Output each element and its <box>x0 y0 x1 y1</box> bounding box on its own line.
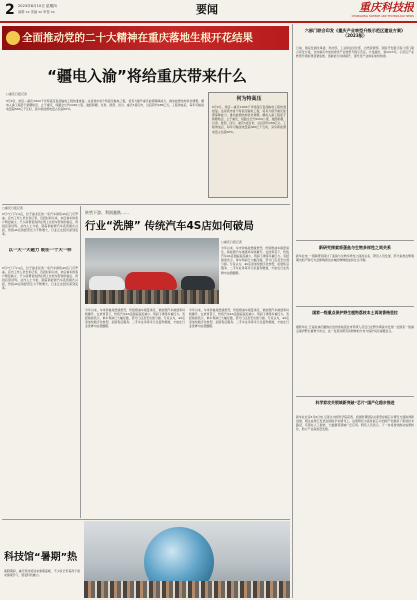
section-title: 要闻 <box>196 3 218 16</box>
masthead <box>0 0 417 22</box>
page-number: 2 <box>5 2 15 18</box>
center-story-body-col2: 今年以来，车市价格战愈演愈烈，传统燃油车销量承压，新能源汽车渗透率持续攀升。在此背景下，传统汽车4S店面临客流减少、利润下滑等多重压力。有经销商表示，单车利润已大幅压缩，部分门店甚至出现亏损。专家认为，4S店需加快数字化转型，拓展售后服务、二手车业务等多元化盈利渠道，才能在行业洗牌中站稳脚跟。 <box>189 308 289 329</box>
left-story <box>2 206 78 518</box>
lead-story-kicker: □重庆日报记者 <box>6 92 27 96</box>
sidebar-box <box>208 92 288 198</box>
car-white <box>89 276 125 290</box>
lead-story-body: 8月8日，哈密—重庆±800千伏特高压直流输电工程核准批复。这是我市首个特高压输电工程，将有力提升重庆能源保障能力，推动能源结构优化调整。疆电入渝工程起于新疆哈密，止于重庆，线路全长约2260公里，途经新疆、甘肃、陕西、四川、重庆5省区市，总投资约286亿元。工程建成后，每年可输送电量超360亿千瓦时，其中新能源电量占比超50%。 <box>6 99 204 112</box>
right-story-1 <box>296 26 414 238</box>
lead-story <box>2 52 290 202</box>
right-story-2 <box>296 240 414 304</box>
right-story-4 <box>296 396 414 598</box>
car-dark <box>181 276 215 290</box>
car-red <box>125 272 177 290</box>
lead-story-title: “疆电入渝”将给重庆带来什么 <box>47 67 247 85</box>
bottom-story-body: 暑假期间，重庆科技馆迎来参观高峰，不少家长带着孩子前来参观学习，感受科技魅力。 <box>4 569 80 578</box>
bottom-story-title: 科技馆“暑期”热 <box>4 552 78 563</box>
center-story-intro: 今年以来，车市价格战愈演愈烈，传统燃油车销量承压，新能源汽车渗透率持续攀升。在此背景下，传统汽车4S店面临客流减少、利润下滑等多重压力。有经销商表示，单车利润已大幅压缩，部分门店甚至出现亏损。专家认为，4S店需加快数字化转型，拓展售后服务、二手车业务等多元化盈利渠道，才能在行业洗牌中站稳脚跟。 <box>221 246 289 275</box>
newspaper-logo: 重庆科技报 <box>359 1 414 14</box>
left-divider <box>80 206 81 518</box>
right-story-1-title: 六部门联合印发《重庆产业转型升级示范区建设方案》（2023版） <box>304 28 406 39</box>
right-story-4-body: 新华社北京8月9日电 记者从中国科学院获悉，我国科研团队在新型存储芯片研究方面取得新进展，相关成果已发表在国际学术期刊上。这项研究为高性能芯片的国产化提供了新的技术路径，有望在人工智能、大数据等领域广泛应用。研究人员表示，下一步将加快推动成果转化，助力产业高质量发展。 <box>296 415 414 432</box>
bottom-rule <box>2 519 290 520</box>
topic-banner <box>2 26 289 50</box>
showroom-crowd <box>85 290 219 304</box>
left-story-kicker: □重庆日报记者 <box>2 206 23 210</box>
right-story-4-title: 科学家攻关领域新突破“芯片”国产化稳步推进 <box>315 400 395 405</box>
right-story-2-body: 新华社电 一项新研究探讨了蛋鱼与生物多样性之间的关系，研究人员发现，部分鱼类在繁殖期内的产卵行为会影响周边水域的物种组成和生态平衡。 <box>296 254 414 263</box>
editor-line: 编辑 xx 美编 xx 审校 xx <box>18 10 55 14</box>
showroom-photo <box>85 238 219 304</box>
center-story-kicker: 转售下游、利润暴跌…… <box>85 210 129 215</box>
visitor-crowd <box>84 581 290 598</box>
right-story-3 <box>296 306 414 394</box>
center-story-title: 行业“洗牌” 传统汽车4S店如何破局 <box>85 220 254 232</box>
bottom-story <box>2 521 290 598</box>
newspaper-logo-english: CHONGQING SCIENCE AND TECHNOLOGY NEWS <box>351 15 414 18</box>
left-story-body: 8月7日下午4点，位于渝北区的一家汽车销售4S店门可罗雀。店内工作人员告诉记者，近段时间以来，来店看车的客户明显减少，不少消费者选择在网上比较车型和价格后，再到店里试驾。业内人士分析，随着新能源汽车直营模式兴起，传统4S店的经营压力不断增大，行业正在经历深刻变革。 <box>2 212 78 237</box>
date-line: 2023年8月10日 星期四 <box>18 4 57 8</box>
sidebar-heading: 何为特高压 <box>236 96 262 102</box>
center-story <box>83 206 290 518</box>
right-story-1-body: 日前，国家发展改革委、科技部、工业和信息化部、自然资源部、国家开发银行等六部门联合印发方案，支持重庆市加快建设产业转型升级示范区。方案提出，到2025年，示范区产业转型升级取得显著成效，创新能力持续提升，现代化产业体系加快构建。 <box>296 46 414 59</box>
science-museum-photo <box>84 521 290 598</box>
right-story-2-title: 新研究探索将蛋鱼与生物多样性之间关系 <box>319 245 391 250</box>
banner-title: 全面推动党的二十大精神在重庆落地生根开花结果 <box>22 32 253 44</box>
sidebar-body: 8月8日，哈密—重庆±800千伏特高压直流输电工程核准批复。这是我市首个特高压输电工程，将有力提升重庆能源保障能力，推动能源结构优化调整。疆电入渝工程起于新疆哈密，止于重庆，线路全长约2260公里，途经新疆、甘肃、陕西、四川、重庆5省区市，总投资约286亿元。工程建成后，每年可输送电量超360亿千瓦时，其中新能源电量占比超50%。 <box>212 105 286 134</box>
photo-caption: □重庆日报记者 <box>221 240 242 244</box>
right-story-3-body: 据新华社 云南省迪庆藏族自治州香格里拉市科研人员近日在野外调查中发现一处国家一级重点保护野生植物分布点，这一发现对研究该物种的分布与保护具有重要意义。 <box>296 325 414 334</box>
center-story-body-col1: 今年以来，车市价格战愈演愈烈，传统燃油车销量承压，新能源汽车渗透率持续攀升。在此背景下，传统汽车4S店面临客流减少、利润下滑等多重压力。有经销商表示，单车利润已大幅压缩，部分门店甚至出现亏损。专家认为，4S店需加快数字化转型，拓展售后服务、二手车业务等多元化盈利渠道，才能在行业洗牌中站稳脚跟。 <box>85 308 185 329</box>
banner-ornament-icon <box>6 31 20 45</box>
column-divider <box>292 24 293 598</box>
left-story-body-continued: 8月7日下午4点，位于渝北区的一家汽车销售4S店门可罗雀。店内工作人员告诉记者，近段时间以来，来店看车的客户明显减少，不少消费者选择在网上比较车型和价格后，再到店里试驾。业内人士分析，随着新能源汽车直营模式兴起，传统4S店的经营压力不断增大，行业正在经历深刻变革。 <box>2 266 78 291</box>
masthead-rule <box>0 21 417 23</box>
left-story-title: 以一天一天磁力 吸住一个天一样 <box>8 248 72 253</box>
right-story-3-title: 国家一级重点保护野生植物荔枝本土再现香格里拉 <box>312 310 398 315</box>
lead-rule <box>2 204 290 205</box>
